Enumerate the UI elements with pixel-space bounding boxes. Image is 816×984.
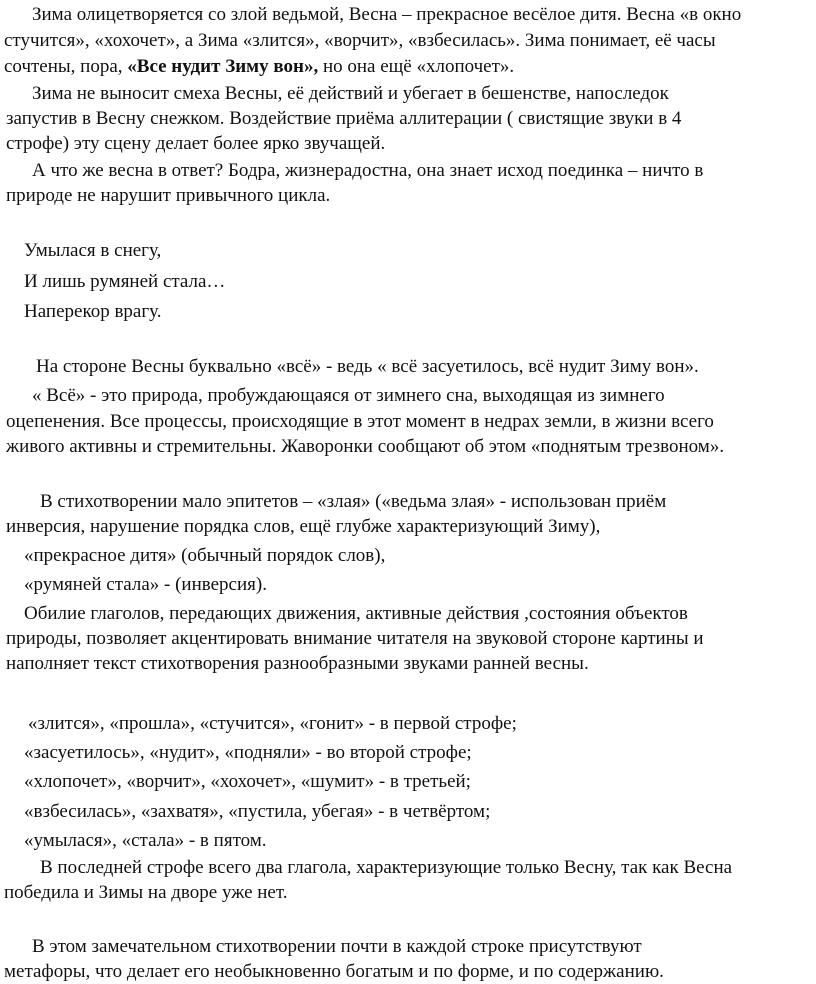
paragraph-1-line-3 xyxy=(4,55,514,79)
poem-line-2: И лишь румяней стала… xyxy=(24,271,226,292)
verbs-line-4: «взбесилась», «захватя», «пустила, убегая» - в четвёртом; xyxy=(24,801,491,822)
verbs-line-3: «хлопочет», «ворчит», «хохочет», «шумит» - в третьей; xyxy=(24,771,471,792)
verbs-line-1: «злится», «прошла», «стучится», «гонит» - в первой строфе; xyxy=(28,713,517,734)
paragraph-3-line-2: природе не нарушит привычного цикла. xyxy=(6,185,331,206)
paragraph-11-line-2: метафоры, что делает его необыкновенно богатым и по форме, и по содержанию. xyxy=(4,961,664,982)
paragraph-11-line-1: В этом замечательном стихотворении почти в каждой строке присутствуют xyxy=(32,936,642,957)
verbs-line-2: «засуетилось», «нудит», «подняли» - во второй строфе; xyxy=(24,742,472,763)
paragraph-10-line-1: В последней строфе всего два глагола, характеризующие только Весну, так как Весна xyxy=(40,857,733,878)
bold-quote: «Все нудит Зиму вон», xyxy=(127,56,319,77)
paragraph-1-text-a: сочтены, пора, xyxy=(4,56,128,77)
paragraph-4-line-1: На стороне Весны буквально «всё» - ведь « всё засуетилось, всё нудит Зиму вон». xyxy=(36,356,699,377)
poem-line-3: Наперекор врагу. xyxy=(24,301,162,322)
paragraph-3-line-1: А что же весна в ответ? Бодра, жизнерадостна, она знает исход поединка – ничто в xyxy=(32,160,704,181)
paragraph-5-line-2: оцепенения. Все процессы, происходящие в этот момент в недрах земли, в жизни всего xyxy=(6,411,714,432)
paragraph-5-line-1: « Всё» - это природа, пробуждающаяся от зимнего сна, выходящая из зимнего xyxy=(32,385,665,406)
paragraph-9-line-1: Обилие глаголов, передающих движения, активные действия ,состояния объектов xyxy=(24,603,688,624)
paragraph-5-line-3: живого активны и стремительны. Жаворонки сообщают об этом «поднятым трезвоном». xyxy=(6,436,725,457)
paragraph-9-line-3: наполняет текст стихотворения разнообразными звуками ранней весны. xyxy=(6,653,589,674)
paragraph-1-line-1: Зима олицетворяется со злой ведьмой, Весна – прекрасное весёлое дитя. Весна «в окно xyxy=(32,4,742,25)
paragraph-1-line-2: стучится», «хохочет», а Зима «злится», «ворчит», «взбесилась». Зима понимает, её часы xyxy=(4,30,716,51)
poem-line-1: Умылася в снегу, xyxy=(24,240,162,261)
verbs-line-5: «умылася», «стала» - в пятом. xyxy=(24,830,267,851)
paragraph-6-line-2: инверсия, нарушение порядка слов, ещё глубже характеризующий Зиму), xyxy=(6,516,601,537)
paragraph-7-line-1: «прекрасное дитя» (обычный порядок слов), xyxy=(24,545,386,566)
paragraph-2-line-1: Зима не выносит смеха Весны, её действий и убегает в бешенстве, напоследок xyxy=(32,83,669,104)
paragraph-8-line-1: «румяней стала» - (инверсия). xyxy=(24,574,267,595)
paragraph-9-line-2: природы, позволяет акцентировать внимание читателя на звуковой стороне картины и xyxy=(6,628,704,649)
paragraph-10-line-2: победила и Зимы на дворе уже нет. xyxy=(4,882,288,903)
paragraph-2-line-2: запустив в Весну снежком. Воздействие приёма аллитерации ( свистящие звуки в 4 xyxy=(6,108,682,129)
paragraph-1-text-c: но она ещё «хлопочет». xyxy=(318,56,515,77)
paragraph-6-line-1: В стихотворении мало эпитетов – «злая» («ведьма злая» - использован приём xyxy=(40,491,667,512)
paragraph-2-line-3: строфе) эту сцену делает более ярко звучащей. xyxy=(6,133,386,154)
